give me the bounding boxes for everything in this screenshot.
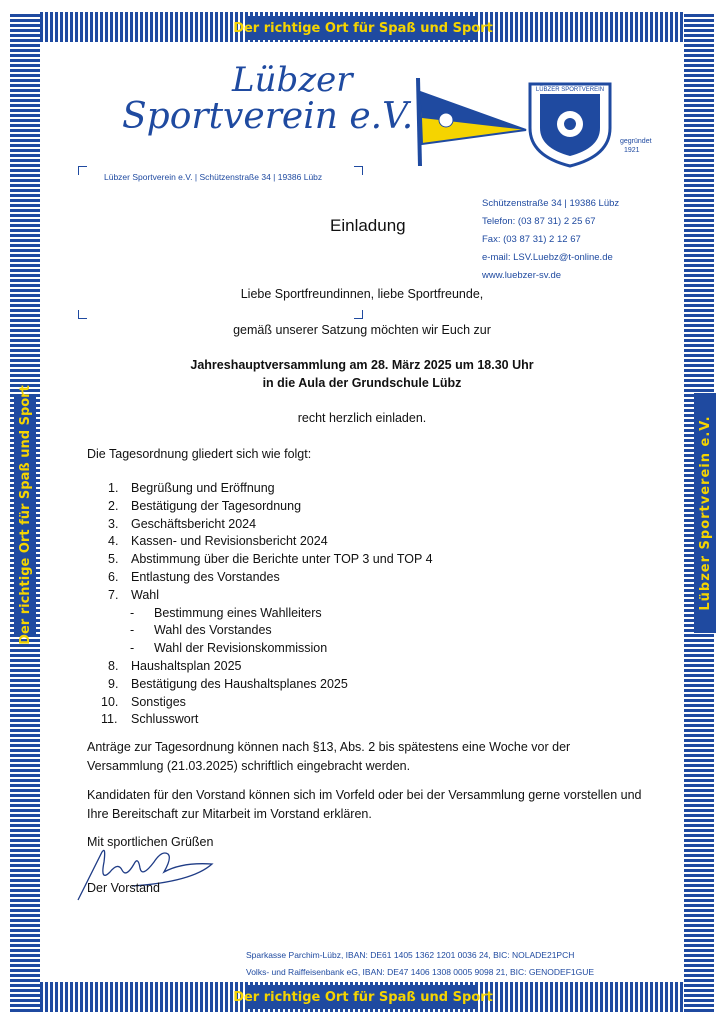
list-item: 8. Haushaltsplan 2025 [108, 658, 242, 673]
list-item: 1. Begrüßung und Eröffnung [108, 481, 275, 495]
logo-line-2: Sportverein e.V. [122, 96, 414, 137]
corner-mark [354, 310, 363, 319]
list-item: 3. Geschäftsbericht 2024 [108, 516, 257, 531]
intro-text: gemäß unserer Satzung möchten wir Euch zur [233, 323, 491, 337]
list-subitem: - Bestimmung eines Wahlleiters [130, 605, 322, 620]
crest-ring-top: LÜBZER SPORTVEREIN [535, 87, 605, 93]
corner-mark [78, 166, 87, 175]
corner-mark [354, 166, 363, 175]
contact-fax: Fax: (03 87 31) 2 12 67 [482, 234, 581, 245]
list-item: 11. Schlusswort [101, 712, 199, 727]
list-item: 10. Sonstiges [101, 694, 186, 709]
banner-left: Der richtige Ort für Spaß und Sport [14, 395, 36, 635]
list-subitem: - Wahl der Revisionskommission [130, 641, 328, 656]
bank-line-2: Volks- und Raiffeisenbank eG, IBAN: DE47 1406 1308 0005 9098 21, BIC: GENODEF1GUE [246, 967, 595, 977]
list-item: 6. Entlastung des Vorstandes [108, 569, 280, 584]
corner-mark [78, 310, 87, 319]
contact-phone: Telefon: (03 87 31) 2 25 67 [482, 216, 596, 227]
bank-line-1: Sparkasse Parchim-Lübz, IBAN: DE61 1405 1362 1201 0036 24, BIC: NOLADE21PCH [246, 950, 575, 960]
list-item: 5. Abstimmung über die Berichte unter TOP 3 und TOP 4 [108, 552, 433, 567]
salutation: Liebe Sportfreundinnen, liebe Sportfreunde, [240, 287, 484, 301]
sender-line: Lübzer Sportverein e.V. | Schützenstraße 34 | 19386 Lübz [104, 172, 323, 182]
agenda-list [101, 480, 433, 729]
list-item: 4. Kassen- und Revisionsbericht 2024 [108, 534, 328, 549]
paragraph-motions: Anträge zur Tagesordnung können nach §13, Abs. 2 bis spätestens eine Woche vor der Versammlung (21.03.2025) schriftlich eingebracht werden. [87, 740, 571, 773]
crest-founded-label: gegründet [620, 138, 652, 145]
paragraph-candidates: Kandidaten für den Vorstand können sich im Vorfeld oder bei der Versammlung gerne vorstellen und Ihre Bereitschaft zur Mitarbeit im Vorstand erklären. [87, 788, 642, 821]
signature-icon [72, 842, 222, 906]
list-item: 2. Bestätigung der Tagesordnung [108, 498, 302, 513]
signatory: Der Vorstand [87, 881, 160, 895]
event-line-2: in die Aula der Grundschule Lübz [262, 376, 462, 390]
banner-right: Lübzer Sportverein e.V. [694, 393, 716, 633]
contact-website: www.luebzer-sv.de [482, 270, 562, 281]
banner-top: Der richtige Ort für Spaß und Sport [248, 16, 478, 40]
invite-text: recht herzlich einladen. [297, 411, 427, 425]
list-item: 9. Bestätigung des Haushaltsplanes 2025 [108, 676, 348, 691]
banner-bottom: Der richtige Ort für Spaß und Sport [248, 985, 478, 1009]
closing: Mit sportlichen Grüßen [87, 835, 214, 849]
club-crest-icon [524, 78, 616, 168]
list-item: 7. Wahl [108, 587, 160, 602]
contact-email: e-mail: LSV.Luebz@t-online.de [482, 252, 613, 263]
event-line-1: Jahreshauptversammlung am 28. März 2025 um 18.30 Uhr [190, 358, 534, 372]
crest-founded-year: 1921 [624, 147, 640, 154]
list-subitem: - Wahl des Vorstandes [130, 623, 272, 638]
pennant-flag-icon [410, 74, 530, 170]
page-title: Einladung [330, 216, 406, 235]
contact-block [482, 195, 619, 285]
contact-address: Schützenstraße 34 | 19386 Lübz [482, 198, 620, 209]
agenda-intro: Die Tagesordnung gliedert sich wie folgt: [87, 447, 312, 461]
logo-line-1: Lübzer [232, 60, 353, 100]
